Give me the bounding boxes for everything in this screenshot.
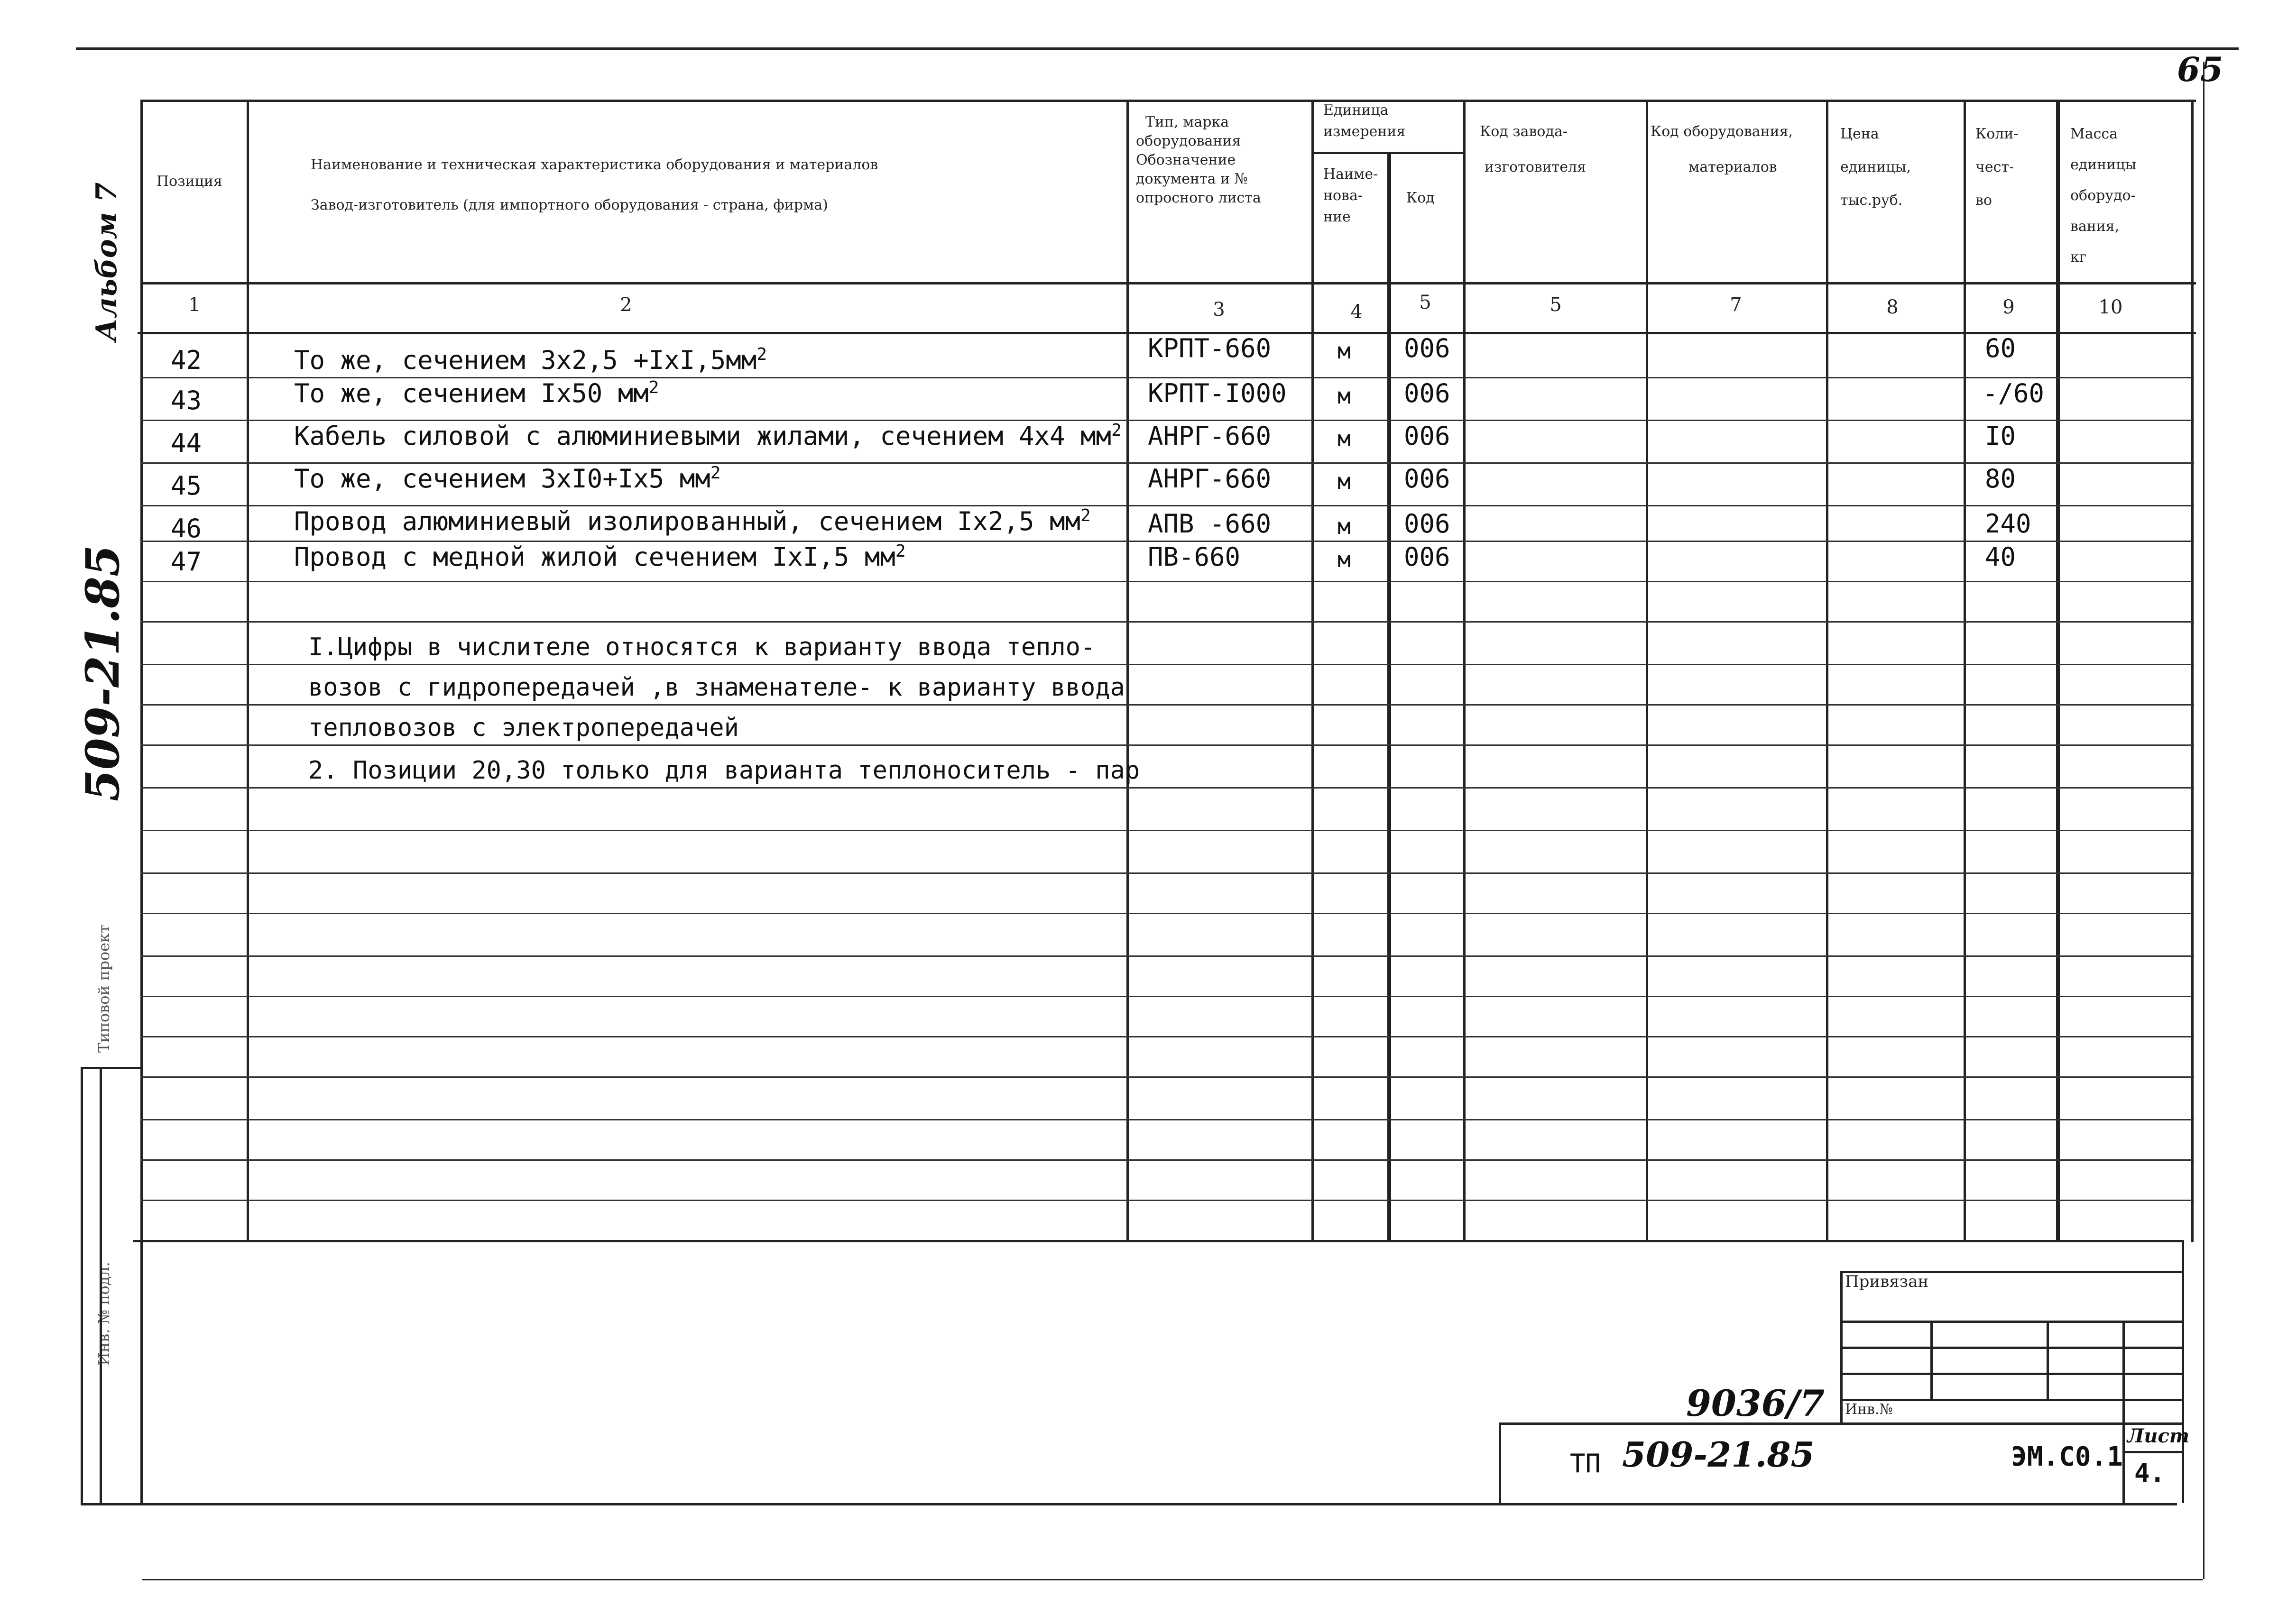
col-number: 8 <box>1886 296 1899 318</box>
row-47-name: Провод с медной жилой сечением IхI,5 $мм^2$ <box>294 541 906 572</box>
stamp-line <box>1840 1321 2182 1323</box>
row-45-code: 006 <box>1404 464 1450 494</box>
table-top-line <box>142 100 2196 102</box>
page-right-edge-line <box>2203 62 2204 1579</box>
album-label: Альбом 7 <box>90 182 123 341</box>
margin-col-line <box>81 1067 83 1503</box>
row-44-qty: I0 <box>1985 421 2016 451</box>
stamp-sheet-label: Лист <box>2127 1425 2190 1447</box>
right-outer-line <box>2182 1240 2184 1503</box>
header-col2-line1: Наименование и техническая характеристика оборудования и материалов <box>311 156 878 173</box>
row-line <box>140 1200 2194 1201</box>
row-42-code: 006 <box>1404 333 1450 363</box>
stamp-privyazan: Привязан <box>1845 1272 1929 1291</box>
header-col9-l3: во <box>1975 192 1992 209</box>
header-col1: Позиция <box>157 173 222 190</box>
row-line <box>140 621 2194 623</box>
col-sep-9 <box>2056 100 2060 1240</box>
row-line <box>140 913 2194 914</box>
header-bottom-line <box>142 282 2196 284</box>
margin-label-tp: Типовой проект <box>95 925 113 1053</box>
header-col7-l2: материалов <box>1688 159 1777 175</box>
margin-row-line <box>81 1067 140 1069</box>
row-45-pos: 45 <box>171 471 202 501</box>
row-line <box>140 1119 2194 1120</box>
stamp-code-left-line <box>1499 1422 1501 1503</box>
row-45-qty: 80 <box>1985 464 2016 494</box>
col-number: 7 <box>1730 294 1742 316</box>
col-sep-1 <box>247 100 249 1240</box>
top-border-line <box>76 47 2239 50</box>
row-46-qty: 240 <box>1985 509 2031 539</box>
row-46-pos: 46 <box>171 514 202 543</box>
bottom-border-line <box>81 1503 2177 1505</box>
row-43-pos: 43 <box>171 385 202 415</box>
row-line <box>140 744 2194 746</box>
header-unit-group-l2: измерения <box>1323 123 1406 140</box>
row-47-code: 006 <box>1404 542 1450 572</box>
col-sep-2 <box>1126 100 1129 1240</box>
header-col2-line2: Завод-изготовитель (для импортного оборудования - страна, фирма) <box>311 197 828 213</box>
left-frame-line <box>140 100 143 1503</box>
header-col9-l1: Коли- <box>1975 126 2019 142</box>
row-44-unit: м <box>1337 426 1351 451</box>
stamp-inv-label: Инв.№ <box>1845 1401 1893 1418</box>
stamp-divider <box>1930 1321 1933 1399</box>
row-42-qty: 60 <box>1985 333 2016 363</box>
header-col6-l2: изготовителя <box>1485 159 1586 175</box>
row-44-name: Кабель силовой с алюминиевыми жилами, сечением 4х4 $мм^2$ <box>294 421 1122 451</box>
header-col10-l1: Масса <box>2070 126 2118 142</box>
stamp-line <box>1840 1373 2182 1375</box>
header-col8-l2: единицы, <box>1840 159 1911 175</box>
stamp-inv-number: 9036/7 <box>1686 1382 1825 1424</box>
page-number: 65 <box>2177 50 2223 89</box>
row-45-unit: м <box>1337 468 1351 494</box>
row-43-type: КРПТ-I000 <box>1148 378 1287 408</box>
row-47-qty: 40 <box>1985 542 2016 572</box>
row-line <box>140 872 2194 874</box>
col-number: 10 <box>2098 296 2123 318</box>
header-col3-l3: Обозначение <box>1136 152 1236 168</box>
row-44-code: 006 <box>1404 421 1450 451</box>
col-sep-8 <box>1964 100 1966 1240</box>
col-number: 1 <box>188 294 201 316</box>
row-42-unit: м <box>1337 338 1351 364</box>
col-number: 5 <box>1419 292 1431 313</box>
header-col3-l4: документа и № <box>1136 171 1248 187</box>
row-42-type: КРПТ-660 <box>1148 333 1272 363</box>
header-col4-l2: нова- <box>1323 187 1363 204</box>
header-col3-l2: оборудования <box>1136 133 1241 149</box>
stamp-sheet-number: 4. <box>2134 1458 2166 1488</box>
stamp-code-top-line <box>1499 1422 2182 1425</box>
stamp-tp-code: 509-21.85 <box>1622 1434 1815 1475</box>
note-line: 2. Позиции 20,30 только для варианта теплоноситель - пар <box>308 756 1140 785</box>
header-col5: Код <box>1406 190 1435 206</box>
row-44-type: АНРГ-660 <box>1148 421 1272 451</box>
header-col8-l3: тыс.руб. <box>1840 192 1903 209</box>
header-col7-l1: Код оборудования, <box>1651 123 1793 140</box>
col-number: 4 <box>1350 301 1363 323</box>
header-col3-l5: опросного листа <box>1136 190 1261 206</box>
row-43-code: 006 <box>1404 378 1450 408</box>
margin-label-inv: Инв. № подл. <box>95 1262 113 1366</box>
row-line <box>140 955 2194 957</box>
page-bottom-edge-line <box>142 1579 2203 1580</box>
col-number: 3 <box>1213 299 1225 321</box>
row-42-name: То же, сечением $3х2,5 +IхI,5мм^2$ <box>294 345 767 375</box>
row-line <box>140 581 2194 582</box>
table-bottom-line <box>133 1240 2182 1242</box>
row-43-qty: -/60 <box>1983 378 2045 408</box>
row-47-pos: 47 <box>171 547 202 577</box>
header-col6-l1: Код завода- <box>1480 123 1568 140</box>
row-42-pos: 42 <box>171 345 202 375</box>
header-col8-l1: Цена <box>1840 126 1879 142</box>
row-line <box>140 704 2194 706</box>
col-sep-3 <box>1311 100 1314 1240</box>
row-43-unit: м <box>1337 383 1351 409</box>
row-47-unit: м <box>1337 547 1351 572</box>
margin-col-line-2 <box>100 1067 102 1503</box>
row-45-name: То же, сечением 3хI0+Iх5 $мм^2$ <box>294 463 721 494</box>
right-frame-line <box>2191 100 2194 1242</box>
col-number: 9 <box>2002 296 2015 318</box>
col-number: 2 <box>620 294 632 316</box>
row-43-name: То же, сечением Iх50 $мм^2$ <box>294 378 659 408</box>
header-col3-l1: Тип, марка <box>1145 114 1229 130</box>
note-line: тепловозов с электропередачей <box>308 714 739 742</box>
unit-group-line <box>1311 152 1463 154</box>
stamp-divider <box>2047 1321 2049 1399</box>
col-sep-6 <box>1646 100 1648 1240</box>
stamp-tp-prefix: ТП <box>1570 1449 1601 1478</box>
header-col10-l3: оборудо- <box>2070 187 2136 204</box>
row-46-unit: м <box>1337 514 1351 539</box>
row-46-name: Провод алюминиевый изолированный, сечением Iх2,5 $мм^2$ <box>294 506 1091 536</box>
stamp-line <box>1840 1347 2182 1349</box>
note-line: I.Цифры в числителе относятся к варианту ввода тепло- <box>308 633 1096 661</box>
header-col10-l4: вания, <box>2070 218 2120 235</box>
header-col10-l2: единицы <box>2070 156 2137 173</box>
row-47-type: ПВ-660 <box>1148 542 1241 572</box>
row-line <box>140 1076 2194 1078</box>
header-col4-l1: Наиме- <box>1323 166 1378 183</box>
row-44-pos: 44 <box>171 428 202 458</box>
row-line <box>140 1036 2194 1037</box>
sheet-label-line <box>2122 1451 2182 1453</box>
stamp-divider <box>2122 1321 2125 1503</box>
row-line <box>140 830 2194 831</box>
row-45-type: АНРГ-660 <box>1148 464 1272 494</box>
row-line <box>140 996 2194 997</box>
header-col4-l3: ние <box>1323 209 1351 225</box>
header-unit-group-l1: Единица <box>1323 102 1389 119</box>
col-sep-7 <box>1826 100 1828 1240</box>
row-46-type: АПВ -660 <box>1148 509 1272 539</box>
row-line <box>140 787 2194 789</box>
col-sep-5 <box>1463 100 1466 1240</box>
project-code-margin: 509-21.85 <box>76 545 129 801</box>
header-col10-l5: кг <box>2070 249 2087 266</box>
header-col9-l2: чест- <box>1975 159 2014 175</box>
col-number: 5 <box>1550 294 1562 316</box>
row-line <box>140 664 2194 665</box>
row-line <box>140 1159 2194 1161</box>
note-line: возов с гидропередачей ,в знаменателе- к варианту ввода <box>308 673 1125 702</box>
stamp-doc-code: ЭМ.С0.1 <box>2011 1441 2123 1472</box>
row-46-code: 006 <box>1404 509 1450 539</box>
